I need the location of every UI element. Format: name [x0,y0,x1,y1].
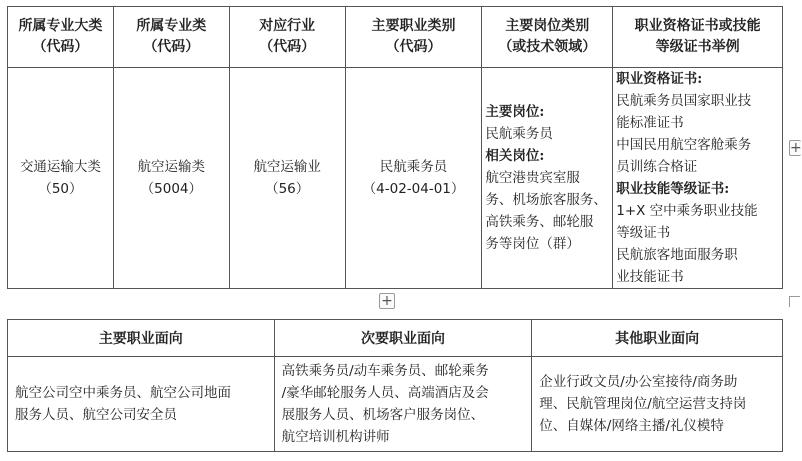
cell-posts[interactable] [482,68,613,289]
header-posts[interactable] [482,7,613,68]
cell-line: 理、民航管理岗位/航空运营支持岗 [539,396,747,412]
main-posts-title: 主要岗位: [485,104,545,120]
cell-line: 展服务人员、机场客户服务岗位、 [281,407,485,423]
header-major-class[interactable] [113,7,229,68]
cell-text: 航空运输业 [253,159,321,175]
cell-line: 航空培训机构讲师 [281,429,390,445]
cell-primary-orientation[interactable] [8,357,275,452]
related-post-line: 务、机场旅客服务、 [485,192,607,208]
table-row [8,68,783,289]
cell-line: 位、自媒体/网络主播/礼仪模特 [539,418,724,434]
table-header-row [8,320,783,357]
cell-occupation[interactable] [345,68,482,289]
cell-code: （4-02-04-01） [362,181,465,197]
related-post-line: 高铁乘务、邮轮服 [485,214,594,230]
header-subtext: （代码） [385,39,442,55]
cell-text: 航空运输类 [137,159,206,175]
header-subtext: （代码） [259,39,316,55]
qualification-line: 员训练合格证 [616,159,698,175]
cell-text: 民航乘务员 [379,159,448,175]
cell-line: 企业行政文员/办公室接待/商务助 [539,374,738,390]
skill-cert-title: 职业技能等级证书: [616,181,730,197]
cell-code: （5004） [140,181,202,197]
header-certificates[interactable] [613,7,783,68]
cell-line: /豪华邮轮服务人员、高端酒店及会 [281,385,489,401]
career-orientation-table [7,319,783,452]
header-major-category[interactable] [8,7,114,68]
add-row-button[interactable]: + [379,293,395,309]
cell-line: 高铁乘务员/动车乘务员、邮轮乘务 [281,363,489,379]
occupation-info-table [7,6,783,289]
header-primary-orientation[interactable]: 主要职业面向 [8,320,275,357]
header-text: 主要职业类别 [371,18,456,34]
cell-major-class[interactable] [113,68,229,289]
skill-cert-line: 业技能证书 [616,269,684,285]
header-subtext: （代码） [32,39,89,55]
related-post-line: 务等岗位（群） [485,236,580,252]
table-row [8,357,783,452]
qualification-line: 民航乘务员国家职业技 [616,93,752,109]
skill-cert-line: 1+X 空中乘务职业技能 [616,203,758,219]
cell-certificates[interactable] [613,68,783,289]
header-text: 主要岗位类别 [505,18,590,34]
cell-other-orientation[interactable] [532,357,783,452]
cell-line: 航空公司空中乘务员、航空公司地面 [15,385,231,401]
main-post-line: 民航乘务员 [485,126,553,142]
header-industry[interactable] [229,7,345,68]
header-text: 职业资格证书或技能 [634,18,761,34]
cell-text: 交通运输大类 [19,159,101,175]
header-other-orientation[interactable]: 其他职业面向 [532,320,783,357]
cell-line: 服务人员、航空公司安全员 [15,407,177,423]
skill-cert-line: 等级证书 [616,225,671,241]
skill-cert-line: 民航旅客地面服务职 [616,247,738,263]
qualification-title: 职业资格证书: [616,71,703,87]
cell-industry[interactable] [229,68,345,289]
add-column-button[interactable]: + [790,140,802,156]
table-resize-handle[interactable] [789,296,800,307]
header-occupation[interactable] [345,7,482,68]
table-header-row [8,7,783,68]
cell-secondary-orientation[interactable] [274,357,532,452]
header-subtext: （或技术领域） [498,39,597,55]
qualification-line: 中国民用航空客舱乘务 [616,137,752,153]
header-text: 对应行业 [259,18,316,34]
header-secondary-orientation[interactable]: 次要职业面向 [274,320,532,357]
header-subtext: 等级证书举例 [655,39,740,55]
cell-code: （56） [265,181,310,197]
header-subtext: （代码） [143,39,200,55]
header-text: 所属专业大类 [18,18,103,34]
related-posts-title: 相关岗位: [485,148,545,164]
related-post-line: 航空港贵宾室服 [485,170,580,186]
header-text: 所属专业类 [136,18,207,34]
qualification-line: 能标准证书 [616,115,684,131]
cell-major-category[interactable] [8,68,114,289]
cell-code: （50） [38,181,83,197]
